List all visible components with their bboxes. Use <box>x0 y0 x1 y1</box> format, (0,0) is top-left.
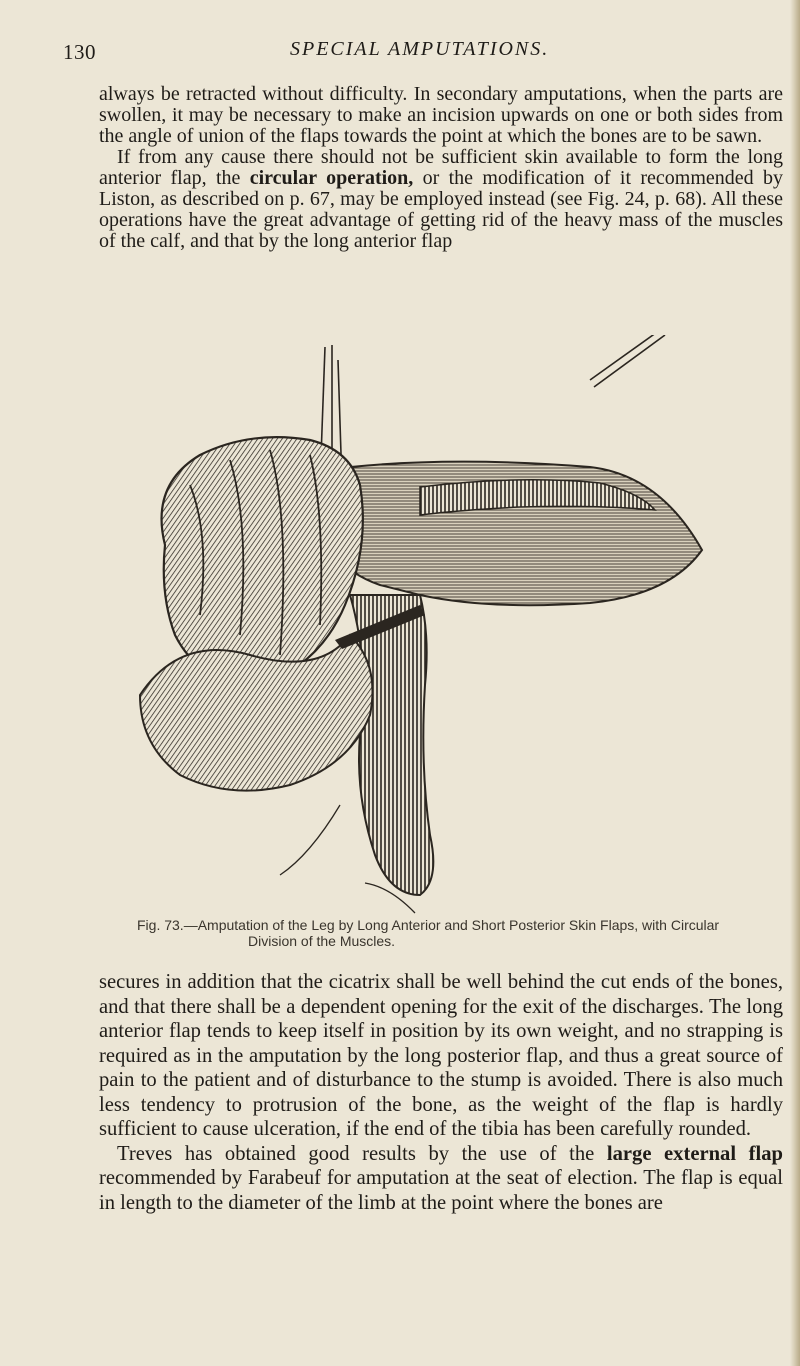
paragraph-circular-operation <box>99 147 783 252</box>
page-header <box>0 38 800 68</box>
paragraph-cicatrix: secures in addition that the cicatrix shall be well behind the cut ends of the bones, and that there shall be a dependent opening for the exit of the discharges. The long anterior flap tends to keep itself in position by its own weight, and no strapping is required as in the amputation by the long posterior flap, and thus a great source of pain to the patient and of disturbance to the stump is avoided. There is also much less tendency to protrusion of the bone, as the weight of the flap is hardly sufficient to cause ulceration, if the end of the tibia has been carefully rounded. <box>99 971 783 1140</box>
text-run: or the modification of it recommended by Liston, as described on p. 67, may be employed instead (see Fig. 24, p. 68). All these operations have the great advantage of getting rid of the heavy mass of the muscles of the calf, and that by the long anterior flap <box>99 167 783 252</box>
text-run: If from any cause there should not be sufficient skin available to form the long anterior flap, the <box>99 146 783 189</box>
text-run: recommended by Farabeuf for amputation at the seat of election. The flap is equal in length to the diameter of the limb at the point where the bones are <box>99 1167 783 1214</box>
paragraph-continued: always be retracted without difficulty. In secondary amputations, when the parts are swollen, it may be necessary to make an incision upwards on one or both sides from the angle of union of the flaps towards the point at which the bones are to be sawn. <box>99 83 783 147</box>
left-hand <box>162 437 363 685</box>
bottom-text-block <box>99 970 783 1215</box>
top-text-block <box>99 84 783 252</box>
figure-73-illustration <box>120 335 720 915</box>
page-number: 130 <box>63 40 96 64</box>
caption-line-2: Division of the Muscles. <box>248 933 396 949</box>
running-head: SPECIAL AMPUTATIONS. <box>290 38 550 60</box>
paragraph-treves <box>99 1142 783 1216</box>
bold-term-circular-operation: circular operation, <box>249 167 414 189</box>
lower-hand <box>140 635 373 791</box>
figure-caption <box>120 917 760 949</box>
text-run: Treves has obtained good results by the use of the <box>117 1142 607 1165</box>
caption-line-1: Fig. 73.—Amputation of the Leg by Long Anterior and Short Posterior Skin Flaps, with Circular <box>137 917 720 933</box>
bold-term-large-external-flap: large external flap <box>606 1142 783 1165</box>
page-edge <box>790 0 800 1366</box>
